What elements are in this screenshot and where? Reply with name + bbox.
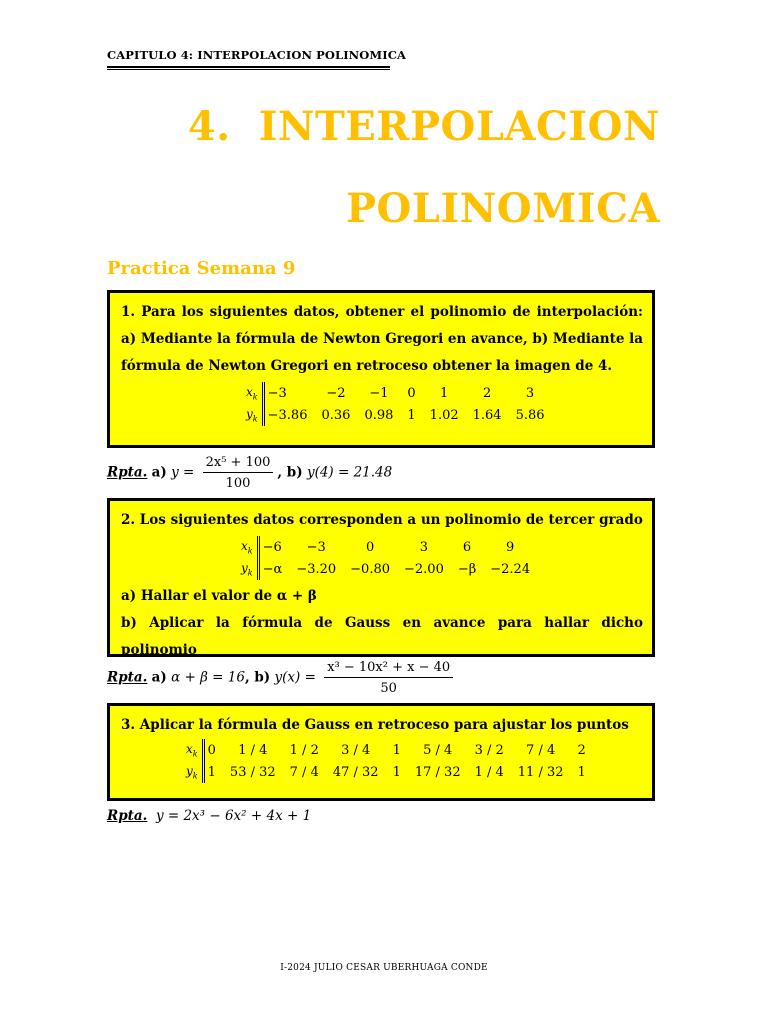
table-cell: 0 (203, 739, 223, 761)
table-row-y (241, 558, 537, 580)
y-label: $y_k$ (241, 560, 253, 578)
table-cell: −3.20 (296, 561, 337, 577)
chapter-title-line2: POLINOMICA (345, 185, 660, 232)
table-row-x (246, 382, 552, 404)
header-rule-thin (107, 69, 390, 70)
table-cell: 5.86 (515, 407, 545, 423)
table-cell: −β (457, 561, 477, 577)
table-cell: 1 / 2 (289, 742, 319, 758)
problem-2-text: 2. Los siguientes datos corresponden a un polinomio de tercer grado (121, 512, 643, 528)
table-cell: −6 (258, 536, 289, 558)
table-cell: 2 (577, 742, 586, 758)
table-row-y (186, 761, 593, 783)
table-cell: 1 (203, 761, 223, 783)
table-cell: 53 / 32 (229, 764, 276, 780)
x-label: $x_k$ (246, 384, 258, 402)
page-footer: I-2024 JULIO CESAR UBERHUAGA CONDE (280, 963, 488, 973)
table-cell: −0.80 (350, 561, 390, 577)
answer-2: Rpta. a) α + β = 16, b) y(x) = $\frac{\text{x³ − 10x² + x − 40}}{50}$ (107, 660, 457, 696)
answer-label: Rpta. (107, 808, 148, 824)
table-row-y (246, 404, 552, 426)
table-cell: −2 (326, 385, 346, 401)
table-cell: −2.00 (404, 561, 444, 577)
table-cell: 1.02 (429, 407, 459, 423)
table-cell: 5 / 4 (423, 742, 453, 758)
problem-3-text: 3. Aplicar la fórmula de Gauss en retroceso para ajustar los puntos (121, 717, 629, 733)
x-label: $x_k$ (186, 741, 198, 759)
table-cell: 1 (392, 764, 401, 780)
table-cell: 3 / 4 (341, 742, 371, 758)
table-cell: 47 / 32 (332, 764, 379, 780)
answer-3: Rpta. y = 2x³ − 6x² + 4x + 1 (107, 808, 312, 824)
table-cell: 0 (407, 385, 416, 401)
table-cell: 1 / 4 (474, 764, 504, 780)
chapter-number: 4. (187, 103, 231, 150)
table-cell: 0 (365, 539, 375, 555)
problem-2-box (107, 498, 655, 657)
table-cell: 11 / 32 (517, 764, 564, 780)
problem-1-table (246, 382, 552, 426)
table-cell: 9 (506, 539, 515, 555)
table-cell: 3 / 2 (474, 742, 504, 758)
table-cell: 1 (440, 385, 449, 401)
problem-1-text: 1. Para los siguientes datos, obtener el polinomio de interpolación: a) Mediante la fórmula de Newton Gregori en avance, b) Mediante la fórmula de Newton Gregori en retroceso obtener la imagen de 4. (121, 304, 643, 374)
table-cell: 0.98 (364, 407, 394, 423)
answer-2-fraction: $\frac{\text{x³ − 10x² + x − 40}}{50}$ (324, 660, 453, 696)
x-label: $x_k$ (241, 538, 253, 556)
problem-1-box (107, 290, 655, 448)
table-cell: 7 / 4 (289, 764, 319, 780)
answer-label: Rpta. (107, 669, 148, 686)
table-cell: 7 / 4 (526, 742, 556, 758)
table-cell: 1.64 (472, 407, 502, 423)
table-cell: 1 (407, 407, 416, 423)
problem-3-box (107, 703, 655, 801)
table-cell: 0.36 (321, 407, 351, 423)
chapter-title-line1 (188, 103, 660, 150)
answer-1-fraction: $\frac{\text{2x⁵ + 100}}{100}$ (203, 455, 274, 491)
table-cell: 3 (525, 385, 535, 401)
table-cell: 1 (392, 742, 401, 758)
table-cell: −1 (369, 385, 389, 401)
problem-2-part-a: a) Hallar el valor de α + β (121, 588, 317, 604)
table-cell: 2 (482, 385, 492, 401)
chapter-header: CAPITULO 4: INTERPOLACION POLINOMICA (107, 48, 407, 62)
problem-2-part-b: b) Aplicar la fórmula de Gauss en avance para hallar dicho polinomio (121, 615, 643, 658)
problem-2-table (241, 536, 537, 580)
table-cell: 1 (577, 764, 586, 780)
table-cell: −3 (306, 539, 326, 555)
answer-1: Rpta. a) y = $\frac{\text{2x⁵ + 100}}{100}$ , b) y(4) = 21.48 (107, 455, 393, 491)
table-cell: 3 (419, 539, 429, 555)
table-cell: −3.86 (263, 404, 314, 426)
y-label: $y_k$ (186, 763, 198, 781)
table-row-x (241, 536, 537, 558)
table-cell: −α (258, 558, 289, 580)
table-cell: 6 (462, 539, 472, 555)
section-subtitle: Practica Semana 9 (107, 258, 296, 279)
chapter-title-word1: INTERPOLACION (258, 103, 660, 150)
answer-label: Rpta. (107, 464, 148, 481)
table-row-x (186, 739, 593, 761)
y-label: $y_k$ (246, 406, 258, 424)
table-cell: 1 / 4 (238, 742, 268, 758)
table-cell: −2.24 (490, 561, 531, 577)
table-cell: −3 (263, 382, 314, 404)
header-rule (107, 66, 390, 68)
table-cell: 17 / 32 (414, 764, 461, 780)
problem-3-table (186, 739, 593, 783)
